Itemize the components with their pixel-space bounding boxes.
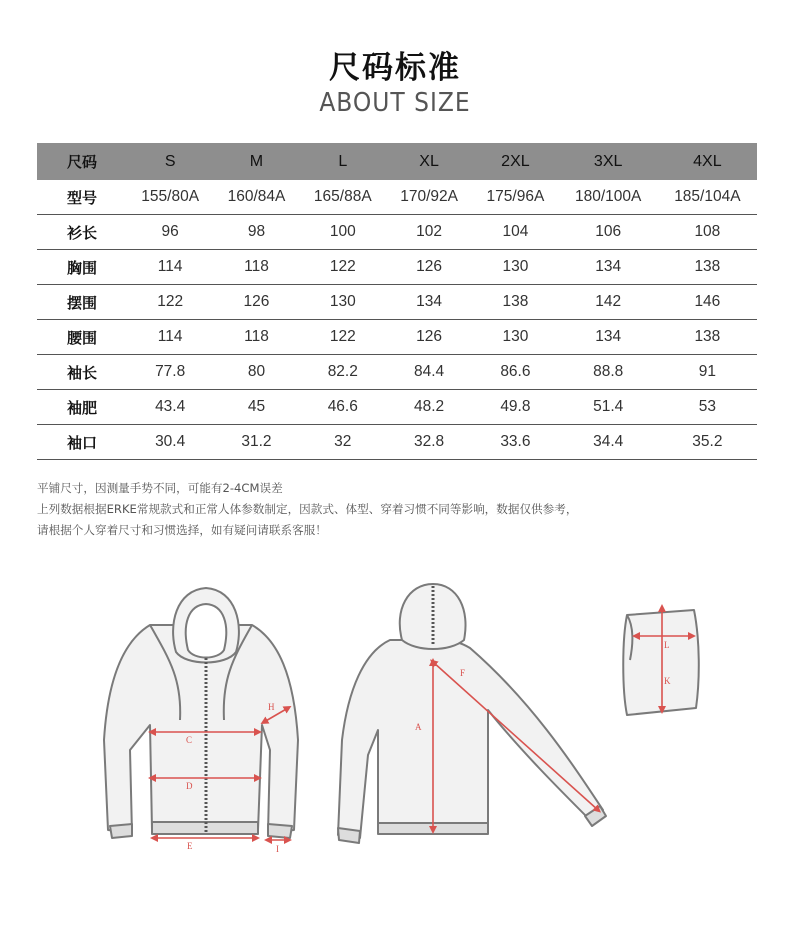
table-cell: 84.4 [386,355,472,390]
table-cell: 126 [386,250,472,285]
table-cell: 165/88A [300,180,386,215]
table-cell: 126 [213,285,299,320]
size-column-header: XL [386,143,472,180]
table-row [37,250,757,285]
table-cell: 31.2 [213,425,299,460]
table-cell: 122 [300,250,386,285]
size-table-header-row [37,143,757,180]
table-cell: 51.4 [559,390,658,425]
table-row [37,390,757,425]
note-line: 上列数据根据ERKE常规款式和正常人体参数制定，因款式、体型、穿着习惯不同等影响，数据仅供参考， [37,502,578,516]
table-cell: 98 [213,215,299,250]
table-cell: 122 [300,320,386,355]
size-column-header: 4XL [658,143,757,180]
table-cell: 114 [127,320,213,355]
row-label: 腰围 [37,320,127,355]
table-cell: 138 [658,320,757,355]
label-l: L [664,640,670,650]
jacket-back-drawing [338,584,606,843]
measurement-diagrams [0,580,790,860]
size-notes [37,478,757,541]
table-cell: 104 [472,215,558,250]
table-cell: 122 [127,285,213,320]
table-cell: 53 [658,390,757,425]
table-cell: 138 [658,250,757,285]
label-i: I [276,844,279,854]
table-cell: 82.2 [300,355,386,390]
label-e: E [187,841,193,851]
table-cell: 35.2 [658,425,757,460]
row-label: 摆围 [37,285,127,320]
table-cell: 46.6 [300,390,386,425]
row-label: 袖口 [37,425,127,460]
table-cell: 32.8 [386,425,472,460]
table-cell: 45 [213,390,299,425]
row-label: 衫长 [37,215,127,250]
size-header-label: 尺码 [37,143,127,180]
table-cell: 170/92A [386,180,472,215]
size-column-header: 3XL [559,143,658,180]
page-subtitle: ABOUT SIZE [319,88,471,118]
table-cell: 88.8 [559,355,658,390]
table-cell: 77.8 [127,355,213,390]
table-row [37,285,757,320]
table-cell: 130 [300,285,386,320]
table-cell: 185/104A [658,180,757,215]
table-cell: 160/84A [213,180,299,215]
table-row [37,320,757,355]
table-cell: 134 [559,250,658,285]
label-c: C [186,735,193,745]
size-table [37,143,757,460]
table-cell: 108 [658,215,757,250]
table-cell: 134 [386,285,472,320]
label-a: A [415,722,422,732]
table-cell: 118 [213,250,299,285]
label-d: D [186,781,193,791]
table-cell: 49.8 [472,390,558,425]
table-cell: 114 [127,250,213,285]
row-label: 袖肥 [37,390,127,425]
jacket-front-drawing [104,588,298,838]
table-cell: 118 [213,320,299,355]
table-cell: 138 [472,285,558,320]
table-cell: 30.4 [127,425,213,460]
table-cell: 48.2 [386,390,472,425]
table-cell: 80 [213,355,299,390]
row-label: 胸围 [37,250,127,285]
table-cell: 34.4 [559,425,658,460]
table-cell: 32 [300,425,386,460]
page-title: 尺码标准 [329,50,461,86]
table-cell: 91 [658,355,757,390]
table-cell: 106 [559,215,658,250]
table-cell: 43.4 [127,390,213,425]
table-cell: 130 [472,250,558,285]
label-f: F [460,668,466,678]
size-column-header: 2XL [472,143,558,180]
row-label: 型号 [37,180,127,215]
row-label: 袖长 [37,355,127,390]
table-cell: 126 [386,320,472,355]
table-row [37,355,757,390]
table-row [37,215,757,250]
table-cell: 134 [559,320,658,355]
label-k: K [664,676,671,686]
table-cell: 180/100A [559,180,658,215]
table-row [37,180,757,215]
size-column-header: L [300,143,386,180]
hood-drawing [623,610,699,715]
table-cell: 175/96A [472,180,558,215]
table-cell: 146 [658,285,757,320]
table-cell: 130 [472,320,558,355]
size-column-header: S [127,143,213,180]
size-table-body [37,180,757,460]
table-cell: 155/80A [127,180,213,215]
table-row [37,425,757,460]
table-cell: 102 [386,215,472,250]
table-cell: 96 [127,215,213,250]
size-column-header: M [213,143,299,180]
note-line: 平铺尺寸，因测量手势不同，可能有2-4CM误差 [37,481,283,495]
label-h: H [268,702,275,712]
table-cell: 100 [300,215,386,250]
table-cell: 142 [559,285,658,320]
note-line: 请根据个人穿着尺寸和习惯选择，如有疑问请联系客服！ [37,523,327,537]
table-cell: 86.6 [472,355,558,390]
table-cell: 33.6 [472,425,558,460]
